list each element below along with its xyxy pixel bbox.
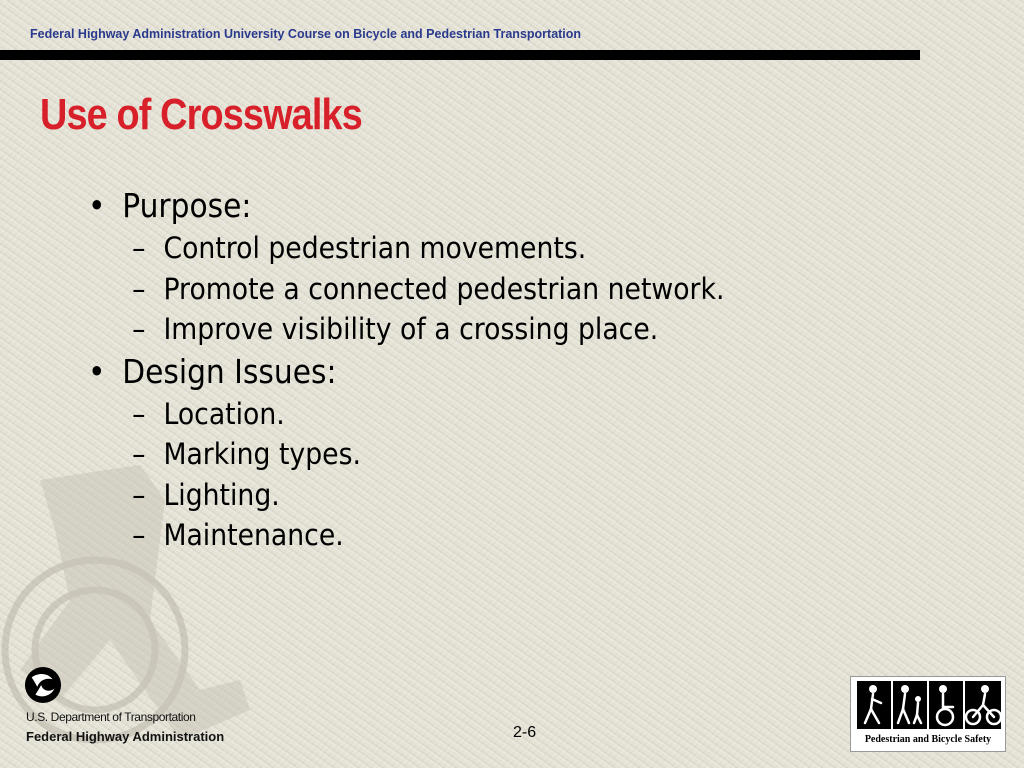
dash-glyph: – bbox=[132, 271, 146, 306]
sub-item bbox=[88, 269, 724, 310]
header-divider bbox=[0, 50, 920, 60]
bullet-item-design-issues bbox=[88, 350, 780, 556]
sub-list-design-issues bbox=[88, 394, 780, 556]
sub-item-text: Location. bbox=[163, 396, 285, 431]
sub-item bbox=[88, 475, 724, 516]
bullet-glyph: • bbox=[88, 186, 106, 225]
sub-item bbox=[88, 228, 724, 269]
usdot-logo-icon bbox=[24, 666, 62, 704]
dash-glyph: – bbox=[132, 477, 146, 512]
sub-item-text: Control pedestrian movements. bbox=[163, 231, 587, 265]
dot-department-text: U.S. Department of Transportation bbox=[26, 710, 196, 724]
sub-item-text: Maintenance. bbox=[163, 518, 344, 552]
pedestrian-bicycle-pictogram-icon bbox=[857, 681, 1001, 729]
slide-title: Use of Crosswalks bbox=[40, 90, 362, 139]
sub-item-text: Promote a connected pedestrian network. bbox=[163, 271, 725, 306]
sub-item bbox=[88, 434, 724, 475]
dash-glyph: – bbox=[132, 312, 146, 346]
bullet-glyph: • bbox=[88, 351, 106, 391]
dash-glyph: – bbox=[132, 437, 146, 471]
bullet-list bbox=[88, 184, 780, 556]
pedestrian-bicycle-safety-logo bbox=[850, 676, 1006, 752]
sub-item bbox=[88, 515, 724, 556]
dash-glyph: – bbox=[132, 396, 146, 431]
fhwa-agency-text: Federal Highway Administration bbox=[26, 729, 225, 744]
bullet-item-purpose bbox=[88, 184, 780, 350]
dash-glyph: – bbox=[132, 518, 146, 552]
bullet-text: Purpose: bbox=[122, 186, 252, 225]
page-number: 2-6 bbox=[513, 724, 537, 741]
sub-item bbox=[88, 394, 724, 435]
bullet-text: Design Issues: bbox=[122, 351, 337, 391]
course-header: Federal Highway Administration University Course on Bicycle and Pedestrian Transportation bbox=[30, 27, 582, 41]
sub-item bbox=[88, 309, 724, 350]
dash-glyph: – bbox=[132, 231, 146, 265]
sub-item-text: Marking types. bbox=[163, 437, 361, 471]
sub-item-text: Lighting. bbox=[163, 477, 280, 512]
sub-item-text: Improve visibility of a crossing place. bbox=[163, 312, 659, 346]
safety-logo-label: Pedestrian and Bicycle Safety bbox=[864, 734, 992, 745]
sub-list-purpose bbox=[88, 228, 780, 350]
